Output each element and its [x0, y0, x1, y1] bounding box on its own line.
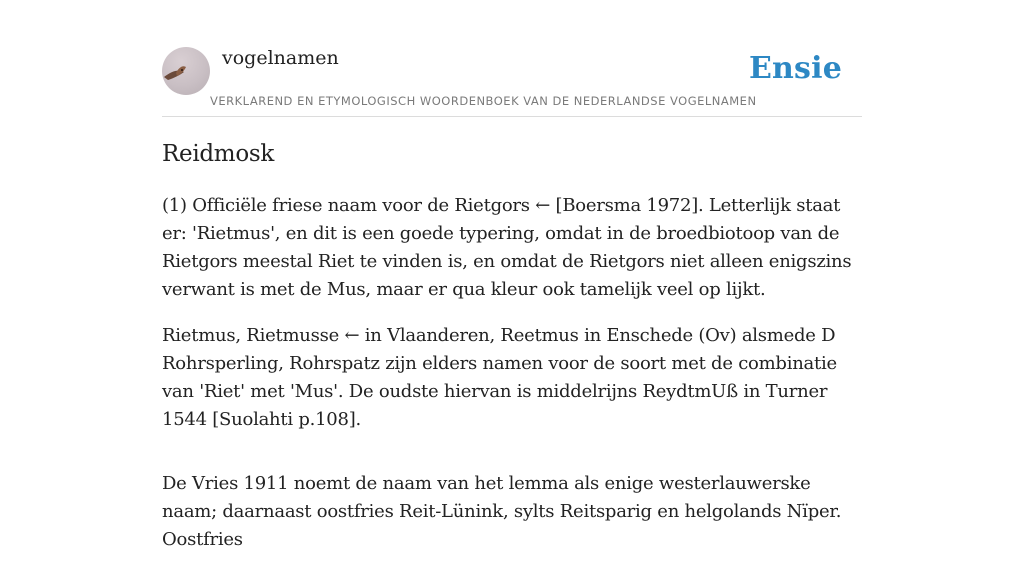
bird-icon — [162, 47, 210, 95]
page-title: Reidmosk — [162, 141, 275, 167]
site-tagline: VERKLAREND EN ETYMOLOGISCH WOORDENBOEK VAN DE NEDERLANDSE VOGELNAMEN — [210, 94, 757, 108]
paragraph-1: (1) Officiële friese naam voor de Rietgors ← [Boersma 1972]. Letterlijk staat er: 'Rietmus', en dit is een goede typering, omdat in de broedbiotoop van de Rietgors meestal Riet te vinden is, en omdat de Rietgors niet alleen enigszins verwant is met de Mus, maar er qua kleur ook tamelijk veel op lijkt. — [162, 195, 852, 300]
paragraph-2: Rietmus, Rietmusse ← in Vlaanderen, Reetmus in Enschede (Ov) alsmede D Rohrsperling, Rohrspatz zijn elders namen voor de soort met de combinatie van 'Riet' met 'Mus'. De oudste hiervan is middelrijns ReydtmUß in Turner 1544 [Suolahti p.108]. — [162, 325, 837, 430]
avatar[interactable] — [162, 47, 210, 95]
article — [162, 138, 866, 572]
site-header — [162, 46, 862, 117]
site-name[interactable]: vogelnamen — [222, 47, 339, 69]
brand-logo[interactable]: Ensie — [748, 51, 842, 86]
paragraph-3: De Vries 1911 noemt de naam van het lemma als enige westerlauwerske naam; daarnaast oostfries Reit-Lünink, sylts Reitsparig en helgolands Nïper. Oostfries — [162, 473, 842, 550]
